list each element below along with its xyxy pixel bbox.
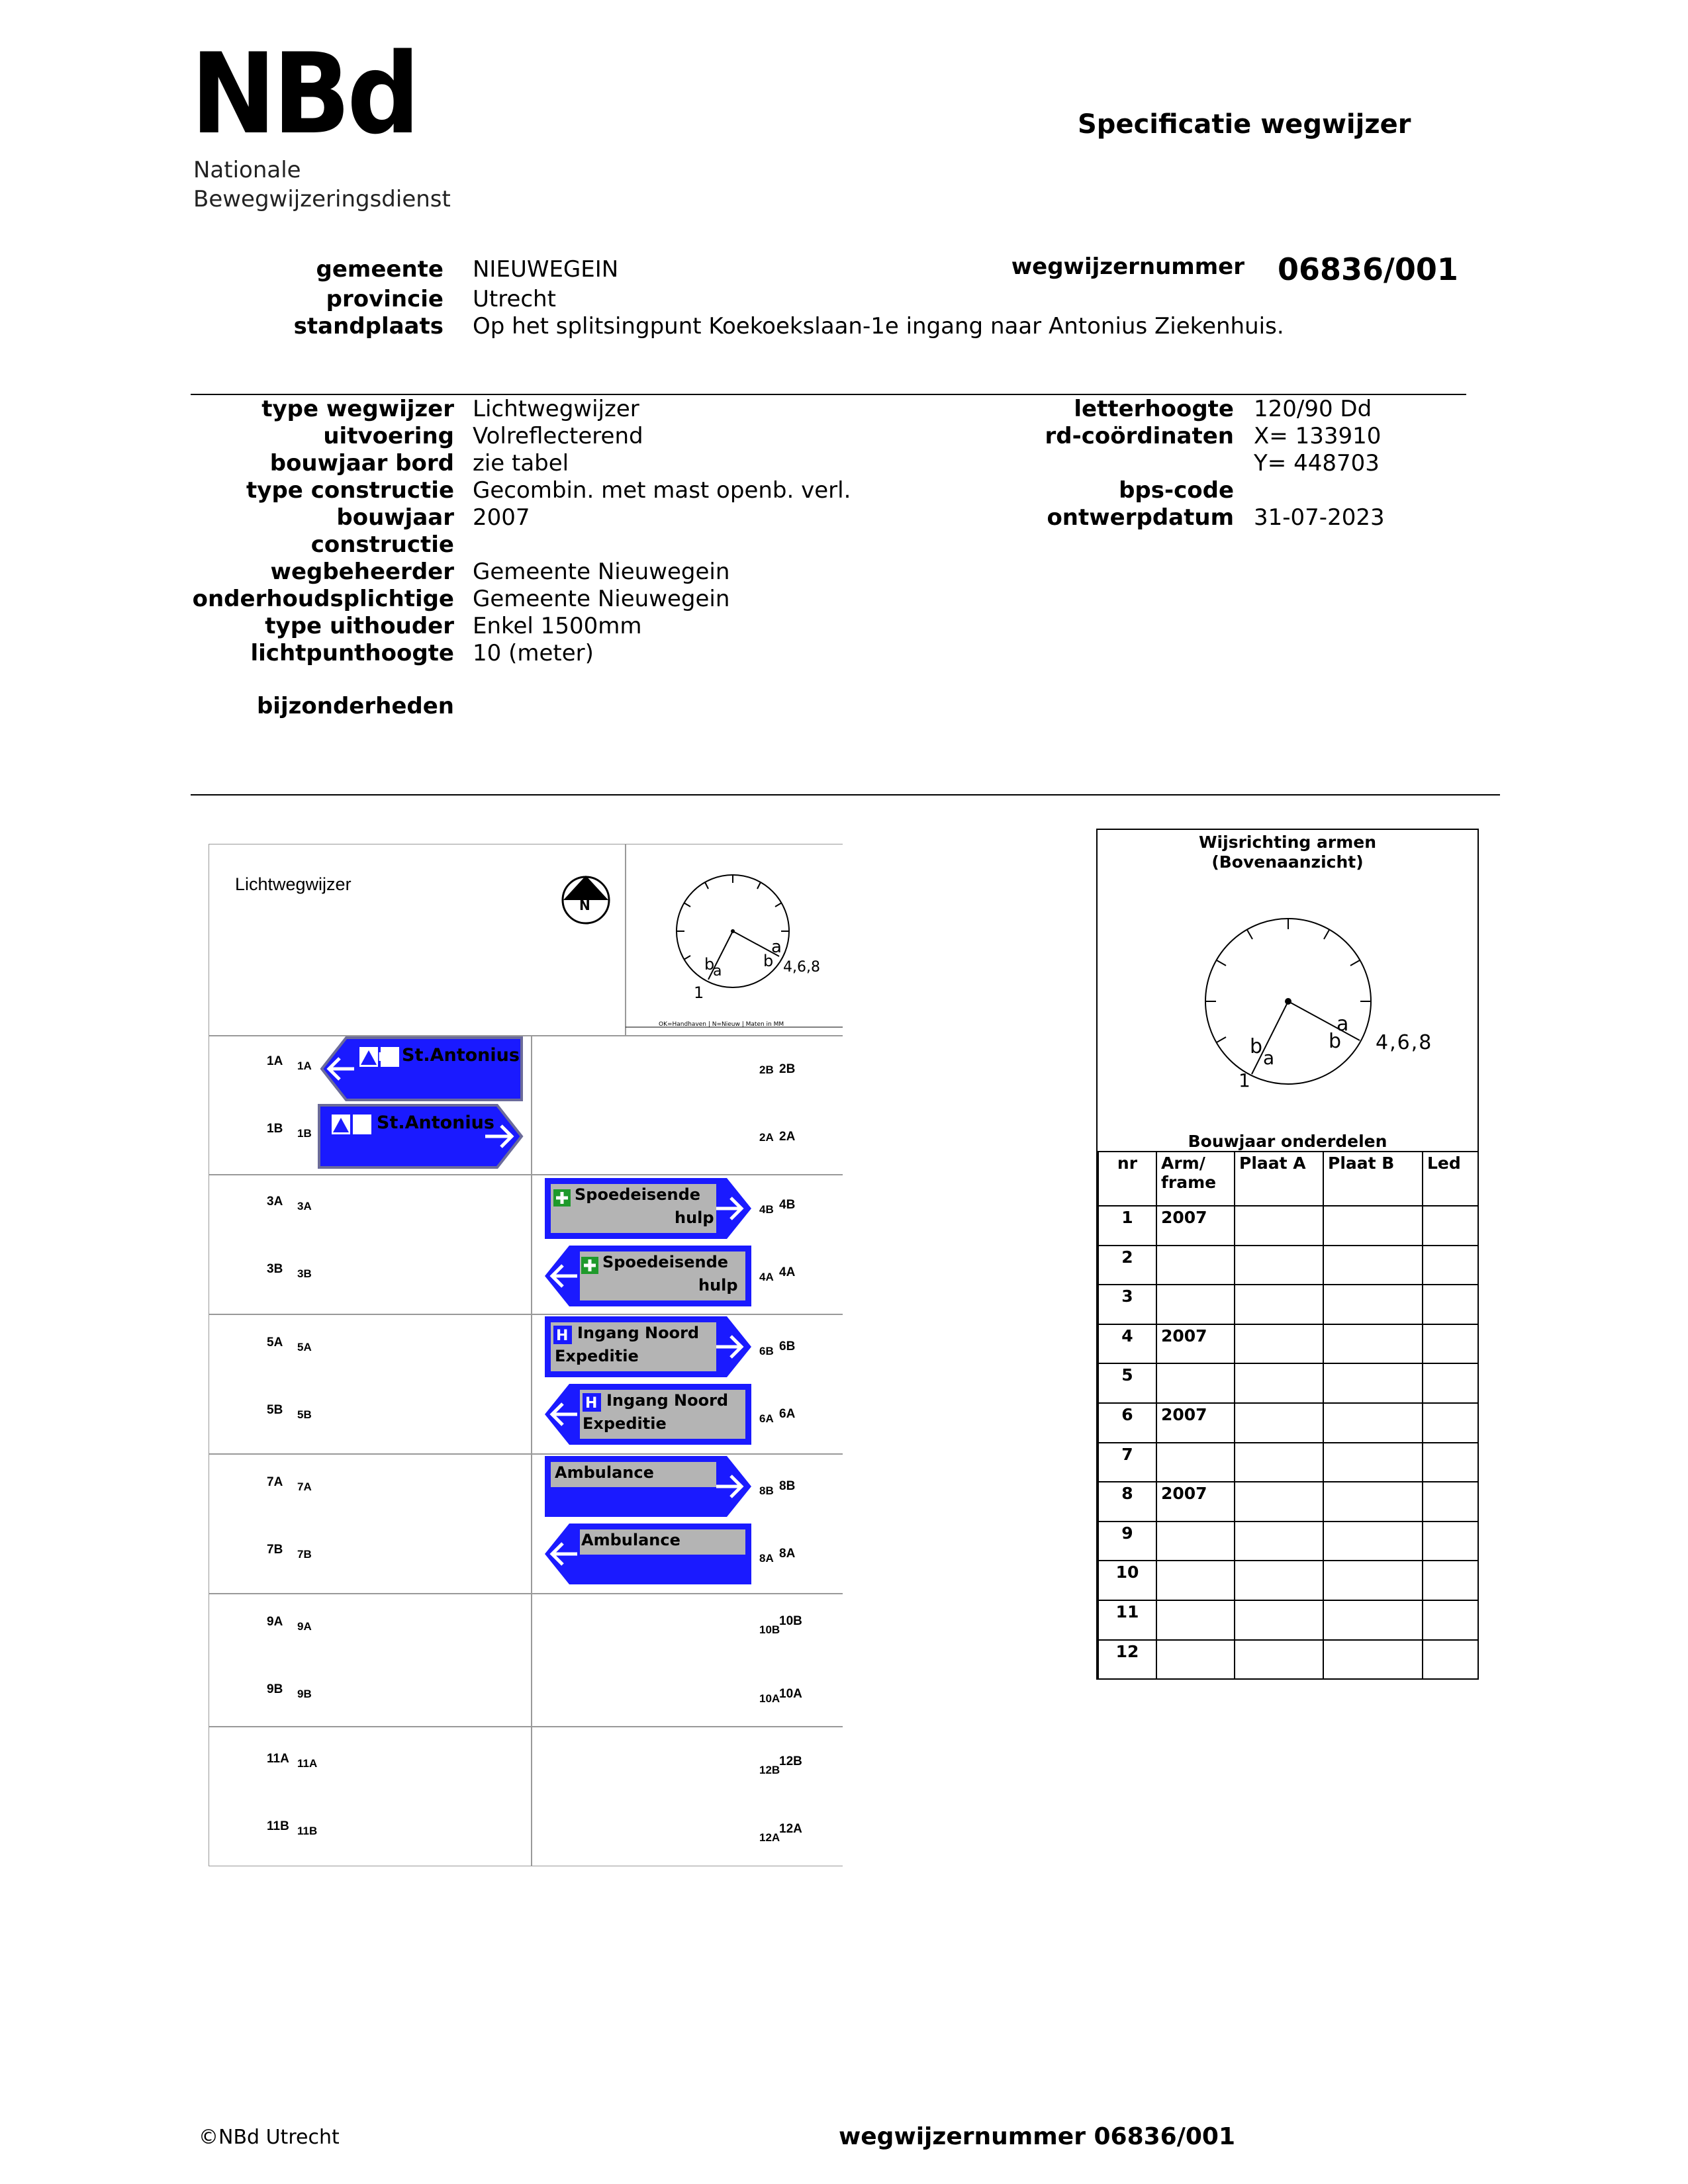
slot-label: 2B	[759, 1064, 774, 1076]
table-row	[1098, 1522, 1478, 1561]
sign-6b-line2: Expeditie	[555, 1347, 639, 1365]
col-arm-frame: Arm/ frame	[1156, 1152, 1235, 1206]
slot-label: 10B	[759, 1623, 780, 1636]
lichtpunthoogte-label: lichtpunthoogte	[250, 640, 454, 666]
cell-plaat-b	[1323, 1640, 1423, 1680]
cell-nr: 4	[1098, 1324, 1156, 1364]
cell-led	[1423, 1561, 1478, 1600]
ontwerpdatum-value: 31-07-2023	[1254, 504, 1385, 531]
cell-arm	[1156, 1600, 1235, 1640]
type-constructie-label: type constructie	[246, 477, 454, 504]
cell-plaat-a	[1235, 1640, 1323, 1680]
cell-led	[1423, 1363, 1478, 1403]
uitvoering-label: uitvoering	[323, 423, 454, 449]
panel-legend: OK=Handhaven | N=Nieuw | Maten in MM	[659, 1021, 784, 1028]
compass-small-a2: a	[713, 963, 722, 979]
table-row	[1098, 1403, 1478, 1443]
slot-label: 11B	[267, 1819, 289, 1833]
table-row	[1098, 1561, 1478, 1600]
rd-coordinaten-label: rd-coördinaten	[1045, 423, 1234, 449]
cell-arm	[1156, 1443, 1235, 1482]
cell-arm	[1156, 1522, 1235, 1561]
slot-label: 12A	[779, 1822, 802, 1836]
cell-arm	[1156, 1285, 1235, 1324]
slot-label: 10B	[779, 1614, 802, 1628]
cell-plaat-b	[1323, 1206, 1423, 1246]
compass-large-icon	[1098, 830, 1480, 1148]
cell-arm: 2007	[1156, 1403, 1235, 1443]
compass-small-b2: b	[704, 955, 715, 974]
cell-nr: 11	[1098, 1600, 1156, 1640]
slot-label: 5B	[297, 1408, 312, 1421]
cell-plaat-a	[1235, 1600, 1323, 1640]
standplaats-value: Op het splitsingpunt Koekoekslaan-1e ingang naar Antonius Ziekenhuis.	[473, 313, 1284, 340]
wegwijzernummer-label: wegwijzernummer	[1011, 253, 1244, 280]
slot-label: 12A	[759, 1831, 780, 1844]
sign-6b-h: H	[556, 1328, 569, 1344]
slot-label: 1B	[297, 1127, 312, 1140]
slot-label: 2B	[779, 1062, 796, 1076]
sign-6a-line2: Expeditie	[583, 1414, 667, 1433]
slot-label: 9B	[267, 1682, 283, 1696]
type-wegwijzer-label: type wegwijzer	[261, 396, 454, 422]
slot-label: 8B	[779, 1479, 796, 1493]
cell-plaat-a	[1235, 1482, 1323, 1522]
col-plaat-b: Plaat B	[1323, 1152, 1423, 1206]
table-row	[1098, 1363, 1478, 1403]
slot-label: 7B	[267, 1543, 283, 1557]
type-uithouder-label: type uithouder	[265, 613, 454, 639]
cell-plaat-a	[1235, 1206, 1323, 1246]
sign-8a-text: Ambulance	[581, 1531, 680, 1549]
slot-label: 11A	[267, 1752, 289, 1766]
cell-nr: 7	[1098, 1443, 1156, 1482]
sign-4b-line1: Spoedeisende	[575, 1185, 701, 1204]
compass-small-icon	[677, 875, 789, 987]
slot-label: 2A	[759, 1131, 774, 1144]
sign-1a-text: St.Antonius	[402, 1045, 520, 1066]
cell-arm: 2007	[1156, 1324, 1235, 1364]
footer-copyright: ©NBd Utrecht	[199, 2126, 340, 2149]
divider-bottom	[191, 794, 1500, 796]
cell-plaat-a	[1235, 1561, 1323, 1600]
cell-plaat-b	[1323, 1246, 1423, 1285]
col-nr: nr	[1098, 1152, 1156, 1206]
cell-nr: 3	[1098, 1285, 1156, 1324]
bouwjaar-constructie-label: bouwjaar	[336, 504, 454, 531]
slot-label: 6B	[779, 1340, 796, 1353]
slot-label: 1A	[267, 1054, 283, 1068]
sign-1a-h: H	[378, 1050, 389, 1064]
cell-plaat-a	[1235, 1363, 1323, 1403]
provincie-label: provincie	[326, 286, 444, 312]
cell-nr: 2	[1098, 1246, 1156, 1285]
slot-label: 6B	[759, 1345, 774, 1357]
wijsrichting-subtitle: (Bovenaanzicht)	[1211, 852, 1364, 872]
compass-small-b: b	[763, 952, 774, 970]
table-row	[1098, 1246, 1478, 1285]
ontwerpdatum-label: ontwerpdatum	[1047, 504, 1234, 531]
table-row	[1098, 1443, 1478, 1482]
bouwjaar-constructie-label-2: constructie	[310, 531, 454, 558]
sign-8b-text: Ambulance	[555, 1463, 654, 1482]
sign-4a-line1: Spoedeisende	[602, 1253, 729, 1271]
logo-line-1: Nationale	[193, 157, 301, 183]
bps-code-label: bps-code	[1119, 477, 1234, 504]
cell-arm	[1156, 1246, 1235, 1285]
cell-led	[1423, 1600, 1478, 1640]
compass-large-b: b	[1329, 1030, 1342, 1053]
compass-large-1: 1	[1239, 1069, 1250, 1091]
slot-label: 5B	[267, 1403, 283, 1417]
slot-label: 12B	[779, 1754, 802, 1768]
slot-label: 4B	[759, 1203, 774, 1216]
cell-plaat-b	[1323, 1285, 1423, 1324]
cell-nr: 8	[1098, 1482, 1156, 1522]
table-row	[1098, 1324, 1478, 1364]
cell-arm: 2007	[1156, 1482, 1235, 1522]
col-plaat-a: Plaat A	[1235, 1152, 1323, 1206]
onderhoudsplichtige-value: Gemeente Nieuwegein	[473, 586, 730, 612]
footer-number: wegwijzernummer 06836/001	[839, 2123, 1236, 2150]
cell-led	[1423, 1640, 1478, 1680]
compass-small-angles: 4,6,8	[783, 959, 820, 976]
bouwjaar-table	[1098, 1151, 1479, 1680]
standplaats-label: standplaats	[293, 313, 444, 340]
slot-label: 8A	[779, 1547, 796, 1561]
col-led: Led	[1423, 1152, 1478, 1206]
slot-label: 3B	[267, 1262, 283, 1276]
slot-label: 1B	[267, 1122, 283, 1136]
sign-panel	[209, 844, 843, 1866]
divider-top	[191, 394, 1466, 395]
slot-label: 8B	[759, 1484, 774, 1497]
compass-large-a2: a	[1263, 1047, 1275, 1069]
slot-label: 4B	[779, 1198, 796, 1212]
cell-led	[1423, 1482, 1478, 1522]
bouwjaar-constructie-value: 2007	[473, 504, 530, 531]
wegbeheerder-label: wegbeheerder	[270, 559, 454, 585]
slot-label: 9A	[297, 1620, 312, 1633]
sign-6a-line1: Ingang Noord	[606, 1391, 729, 1410]
cell-arm	[1156, 1640, 1235, 1680]
table-row	[1098, 1482, 1478, 1522]
cell-plaat-a	[1235, 1443, 1323, 1482]
sign-6a-h: H	[585, 1395, 598, 1412]
bouwjaar-bord-label: bouwjaar bord	[269, 450, 454, 477]
cell-plaat-b	[1323, 1522, 1423, 1561]
compass-small-1: 1	[694, 983, 704, 1002]
north-label: N	[579, 897, 590, 913]
sign-6b-line1: Ingang Noord	[577, 1324, 700, 1342]
lichtpunthoogte-value: 10 (meter)	[473, 640, 594, 666]
slot-label: 10A	[779, 1687, 802, 1701]
compass-large-b2: b	[1250, 1035, 1263, 1058]
cell-led	[1423, 1403, 1478, 1443]
nbd-logo: NBd	[191, 29, 417, 159]
slot-label: 2A	[779, 1130, 796, 1144]
wijsrichting-title: Wijsrichting armen	[1198, 833, 1377, 852]
cell-plaat-b	[1323, 1324, 1423, 1364]
cell-plaat-a	[1235, 1403, 1323, 1443]
cell-plaat-b	[1323, 1403, 1423, 1443]
cell-led	[1423, 1285, 1478, 1324]
slot-label: 6A	[759, 1412, 774, 1425]
cell-led	[1423, 1324, 1478, 1364]
slot-label: 5A	[297, 1341, 312, 1353]
slot-label: 11A	[297, 1757, 318, 1770]
sign-4a-line2: hulp	[698, 1276, 738, 1295]
onderhoudsplichtige-label: onderhoudsplichtige	[192, 586, 454, 612]
cell-arm	[1156, 1363, 1235, 1403]
slot-label: 7A	[267, 1475, 283, 1489]
gemeente-value: NIEUWEGEIN	[473, 256, 619, 283]
cell-nr: 1	[1098, 1206, 1156, 1246]
cell-nr: 12	[1098, 1640, 1156, 1680]
cell-nr: 5	[1098, 1363, 1156, 1403]
logo-line-2: Bewegwijzeringsdienst	[193, 186, 451, 212]
panel-title: Lichtwegwijzer	[235, 874, 352, 894]
slot-label: 3A	[267, 1195, 283, 1208]
letterhoogte-value: 120/90 Dd	[1254, 396, 1372, 422]
table-row	[1098, 1600, 1478, 1640]
cell-nr: 9	[1098, 1522, 1156, 1561]
letterhoogte-label: letterhoogte	[1074, 396, 1234, 422]
cell-nr: 6	[1098, 1403, 1156, 1443]
type-wegwijzer-value: Lichtwegwijzer	[473, 396, 639, 422]
bijzonderheden-label: bijzonderheden	[256, 693, 454, 719]
wegbeheerder-value: Gemeente Nieuwegein	[473, 559, 730, 585]
slot-label: 9A	[267, 1615, 283, 1629]
slot-label: 12B	[759, 1764, 780, 1776]
slot-label: 1A	[297, 1060, 312, 1072]
slot-label: 8A	[759, 1552, 774, 1565]
table-row	[1098, 1285, 1478, 1324]
cell-led	[1423, 1522, 1478, 1561]
type-constructie-value: Gecombin. met mast openb. verl.	[473, 477, 851, 504]
provincie-value: Utrecht	[473, 286, 556, 312]
cell-plaat-a	[1235, 1522, 1323, 1561]
cell-plaat-b	[1323, 1482, 1423, 1522]
slot-label: 3A	[297, 1200, 312, 1212]
table-row	[1098, 1640, 1478, 1680]
slot-label: 3B	[297, 1267, 312, 1280]
compass-large-a: a	[1336, 1013, 1349, 1036]
cell-plaat-b	[1323, 1443, 1423, 1482]
gemeente-label: gemeente	[316, 256, 444, 283]
bouwjaar-bord-value: zie tabel	[473, 450, 569, 477]
compass-small-a: a	[771, 937, 782, 957]
document-title: Specificatie wegwijzer	[1078, 109, 1411, 140]
cell-plaat-a	[1235, 1324, 1323, 1364]
cell-arm: 2007	[1156, 1206, 1235, 1246]
rd-x-value: X= 133910	[1254, 423, 1382, 449]
cell-plaat-a	[1235, 1285, 1323, 1324]
type-uithouder-value: Enkel 1500mm	[473, 613, 642, 639]
table-row	[1098, 1206, 1478, 1246]
wegwijzernummer-value: 06836/001	[1278, 251, 1458, 287]
wijsrichting-box	[1096, 829, 1479, 1680]
bouwjaar-title: Bouwjaar onderdelen	[1188, 1132, 1387, 1151]
slot-label: 4A	[759, 1271, 774, 1283]
sign-1b-h: H	[355, 1118, 366, 1132]
cell-plaat-b	[1323, 1561, 1423, 1600]
sign-1b-text: St.Antonius	[377, 1113, 494, 1133]
cell-led	[1423, 1206, 1478, 1246]
cell-plaat-b	[1323, 1363, 1423, 1403]
slot-label: 4A	[779, 1265, 796, 1279]
slot-label: 7A	[297, 1480, 312, 1493]
slot-label: 9B	[297, 1688, 312, 1700]
rd-y-value: Y= 448703	[1254, 450, 1380, 477]
cell-plaat-a	[1235, 1246, 1323, 1285]
slot-label: 10A	[759, 1692, 780, 1705]
cell-arm	[1156, 1561, 1235, 1600]
slot-label: 11B	[297, 1825, 318, 1837]
slot-label: 5A	[267, 1336, 283, 1349]
cell-plaat-b	[1323, 1600, 1423, 1640]
sign-4b-line2: hulp	[675, 1208, 714, 1227]
slot-label: 7B	[297, 1548, 312, 1561]
cell-nr: 10	[1098, 1561, 1156, 1600]
uitvoering-value: Volreflecterend	[473, 423, 643, 449]
slot-label: 6A	[779, 1407, 796, 1421]
compass-large-angles: 4,6,8	[1376, 1031, 1433, 1054]
cell-led	[1423, 1246, 1478, 1285]
cell-led	[1423, 1443, 1478, 1482]
